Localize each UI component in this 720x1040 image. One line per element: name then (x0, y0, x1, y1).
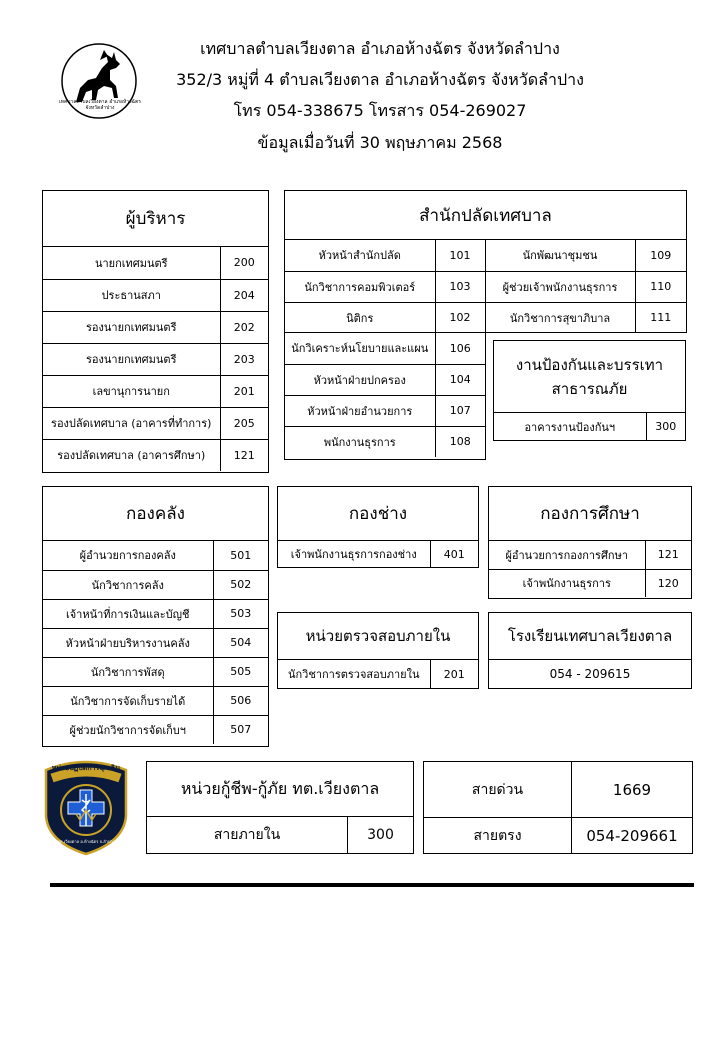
position-name: หัวหน้าฝ่ายปกครอง (285, 364, 435, 395)
position-name: นักวิชาการพัสดุ (43, 657, 213, 686)
school-phone: 054 - 209615 (549, 667, 631, 681)
position-name: นักพัฒนาชุมชน (485, 240, 635, 271)
rescue-internal-label: สายภายใน (147, 817, 348, 853)
disaster-box (493, 340, 686, 441)
extension-number: 121 (220, 439, 268, 471)
position-name: นายกเทศมนตรี (43, 247, 220, 279)
extension-number: 506 (213, 686, 268, 715)
table-row (43, 407, 268, 439)
position-name: นักวิชาการคลัง (43, 570, 213, 599)
position-name: นักวิเคราะห์นโยบายและแผน (285, 333, 435, 364)
data-date: ข้อมูลเมื่อวันที่ 30 พฤษภาคม 2568 (257, 133, 503, 152)
finance-table (43, 541, 268, 744)
engineering-box (277, 486, 479, 568)
extension-number: 205 (220, 407, 268, 439)
extension-number: 109 (635, 240, 686, 271)
position-name: ประธานสภา (43, 279, 220, 311)
extension-number: 104 (435, 364, 485, 395)
education-title: กองการศึกษา (489, 487, 691, 541)
education-box (488, 486, 692, 599)
position-name: รองนายกเทศมนตรี (43, 311, 220, 343)
disaster-title-line2: สาธารณภัย (551, 379, 628, 398)
position-name: ผู้ช่วยนักวิชาการจัดเก็บฯ (43, 715, 213, 744)
school-box (488, 612, 692, 689)
extension-number: 107 (435, 395, 485, 426)
table-row (285, 240, 686, 271)
clerk-office-bottom-table (285, 333, 485, 457)
executives-box (42, 190, 269, 473)
table-row (43, 570, 268, 599)
extension-number: 103 (435, 271, 485, 302)
extension-number: 106 (435, 333, 485, 364)
clerk-office-title: สำนักปลัดเทศบาล (419, 206, 552, 226)
table-row (278, 541, 478, 567)
engineering-title: กองช่าง (278, 487, 478, 541)
audit-table (278, 660, 478, 688)
table-row (285, 364, 485, 395)
org-address: 352/3 หมู่ที่ 4 ตำบลเวียงตาล อำเภอห้างฉัตร จังหวัดลำปาง (176, 70, 584, 89)
hotline-label: สายด่วน (424, 762, 572, 817)
position-name: เจ้าพนักงานธุรการกองช่าง (278, 541, 430, 567)
position-name: รองนายกเทศมนตรี (43, 343, 220, 375)
extension-number: 102 (435, 302, 485, 333)
extension-number: 121 (645, 541, 691, 569)
school-title: โรงเรียนเทศบาลเวียงตาล (489, 613, 691, 660)
extension-number: 505 (213, 657, 268, 686)
education-table (489, 541, 691, 597)
rescue-badge (38, 756, 134, 856)
position-name: เจ้าหน้าที่การเงินและบัญชี (43, 599, 213, 628)
position-name: ผู้อำนวยการกองคลัง (43, 541, 213, 570)
table-row (489, 569, 691, 597)
executives-table (43, 247, 268, 471)
position-name: พนักงานธุรการ (285, 426, 435, 457)
table-row (285, 395, 485, 426)
position-name: เลขานุการนายก (43, 375, 220, 407)
disaster-title-line1: งานป้องกันและบรรเทา (515, 355, 664, 374)
table-row (43, 657, 268, 686)
position-name: รองปลัดเทศบาล (อาคารศึกษา) (43, 439, 220, 471)
rescue-badge-sub: ทต.เวียงตาล อ.ห้างฉัตร จ.ลำปาง (57, 839, 115, 844)
table-row (43, 686, 268, 715)
engineering-table (278, 541, 478, 567)
table-row (43, 715, 268, 744)
extension-number: 202 (220, 311, 268, 343)
extension-number: 502 (213, 570, 268, 599)
table-row (43, 439, 268, 471)
rescue-badge-text: หน่วยปฏิบัติการฉุกเฉิน (51, 764, 121, 772)
table-row (43, 599, 268, 628)
extension-number: 120 (645, 569, 691, 597)
extension-number: 200 (220, 247, 268, 279)
table-row (43, 311, 268, 343)
direct-line-label: สายตรง (424, 818, 572, 854)
position-name: ผู้ช่วยเจ้าพนักงานธุรการ (485, 271, 635, 302)
bottom-divider (50, 883, 694, 887)
extension-number: 110 (635, 271, 686, 302)
extension-number: 501 (213, 541, 268, 570)
position-name: นิติกร (285, 302, 435, 333)
table-row (285, 333, 485, 364)
position-name: นักวิชาการสุขาภิบาล (485, 302, 635, 333)
audit-box (277, 612, 479, 689)
disaster-title (494, 341, 685, 413)
extension-number: 111 (635, 302, 686, 333)
table-row (489, 541, 691, 569)
clerk-office-title-box (284, 190, 687, 240)
clerk-office-bottom-box (284, 332, 486, 460)
extension-number: 300 (646, 413, 685, 440)
table-row (494, 413, 685, 440)
extension-number: 201 (430, 660, 478, 688)
table-row (285, 302, 686, 333)
hotline-number: 1669 (612, 780, 652, 799)
table-row (285, 426, 485, 457)
logo-caption: เทศบาลตำบลเวียงตาล อำเภอห้างฉัตร จังหวัดลำปาง (59, 99, 141, 111)
clerk-office-top-box (284, 239, 687, 333)
rescue-title: หน่วยกู้ชีพ-กู้ภัย ทต.เวียงตาล (147, 762, 413, 817)
extension-number: 108 (435, 426, 485, 457)
position-name: หัวหน้าฝ่ายอำนวยการ (285, 395, 435, 426)
table-row (43, 628, 268, 657)
extension-number: 101 (435, 240, 485, 271)
position-name: ผู้อำนวยการกองการศึกษา (489, 541, 645, 569)
audit-title: หน่วยตรวจสอบภายใน (278, 613, 478, 660)
org-name: เทศบาลตำบลเวียงตาล อำเภอห้างฉัตร จังหวัดลำปาง (200, 39, 560, 58)
extension-number: 204 (220, 279, 268, 311)
extension-number: 507 (213, 715, 268, 744)
position-name: นักวิชาการจัดเก็บรายได้ (43, 686, 213, 715)
rescue-box (146, 761, 414, 854)
org-phone: โทร 054-338675 โทรสาร 054-269027 (233, 101, 527, 120)
table-row (278, 660, 478, 688)
finance-box (42, 486, 269, 747)
extension-number: 503 (213, 599, 268, 628)
position-name: นักวิชาการตรวจสอบภายใน (278, 660, 430, 688)
table-row (285, 271, 686, 302)
extension-number: 504 (213, 628, 268, 657)
position-name: หัวหน้าสำนักปลัด (285, 240, 435, 271)
extension-number: 401 (430, 541, 478, 567)
position-name: เจ้าพนักงานธุรการ (489, 569, 645, 597)
table-row (43, 343, 268, 375)
hotline-box (423, 761, 693, 854)
position-name: รองปลัดเทศบาล (อาคารที่ทำการ) (43, 407, 220, 439)
position-name: นักวิชาการคอมพิวเตอร์ (285, 271, 435, 302)
finance-title: กองคลัง (43, 487, 268, 541)
table-row (43, 279, 268, 311)
clerk-office-top-table (285, 240, 686, 333)
rescue-internal-ext: 300 (367, 827, 394, 843)
extension-number: 203 (220, 343, 268, 375)
extension-number: 201 (220, 375, 268, 407)
position-name: อาคารงานป้องกันฯ (494, 413, 646, 440)
direct-line-number: 054-209661 (586, 827, 678, 845)
position-name: หัวหน้าฝ่ายบริหารงานคลัง (43, 628, 213, 657)
table-row (43, 247, 268, 279)
table-row (43, 375, 268, 407)
disaster-table (494, 413, 685, 440)
executives-title: ผู้บริหาร (43, 191, 268, 247)
table-row (43, 541, 268, 570)
